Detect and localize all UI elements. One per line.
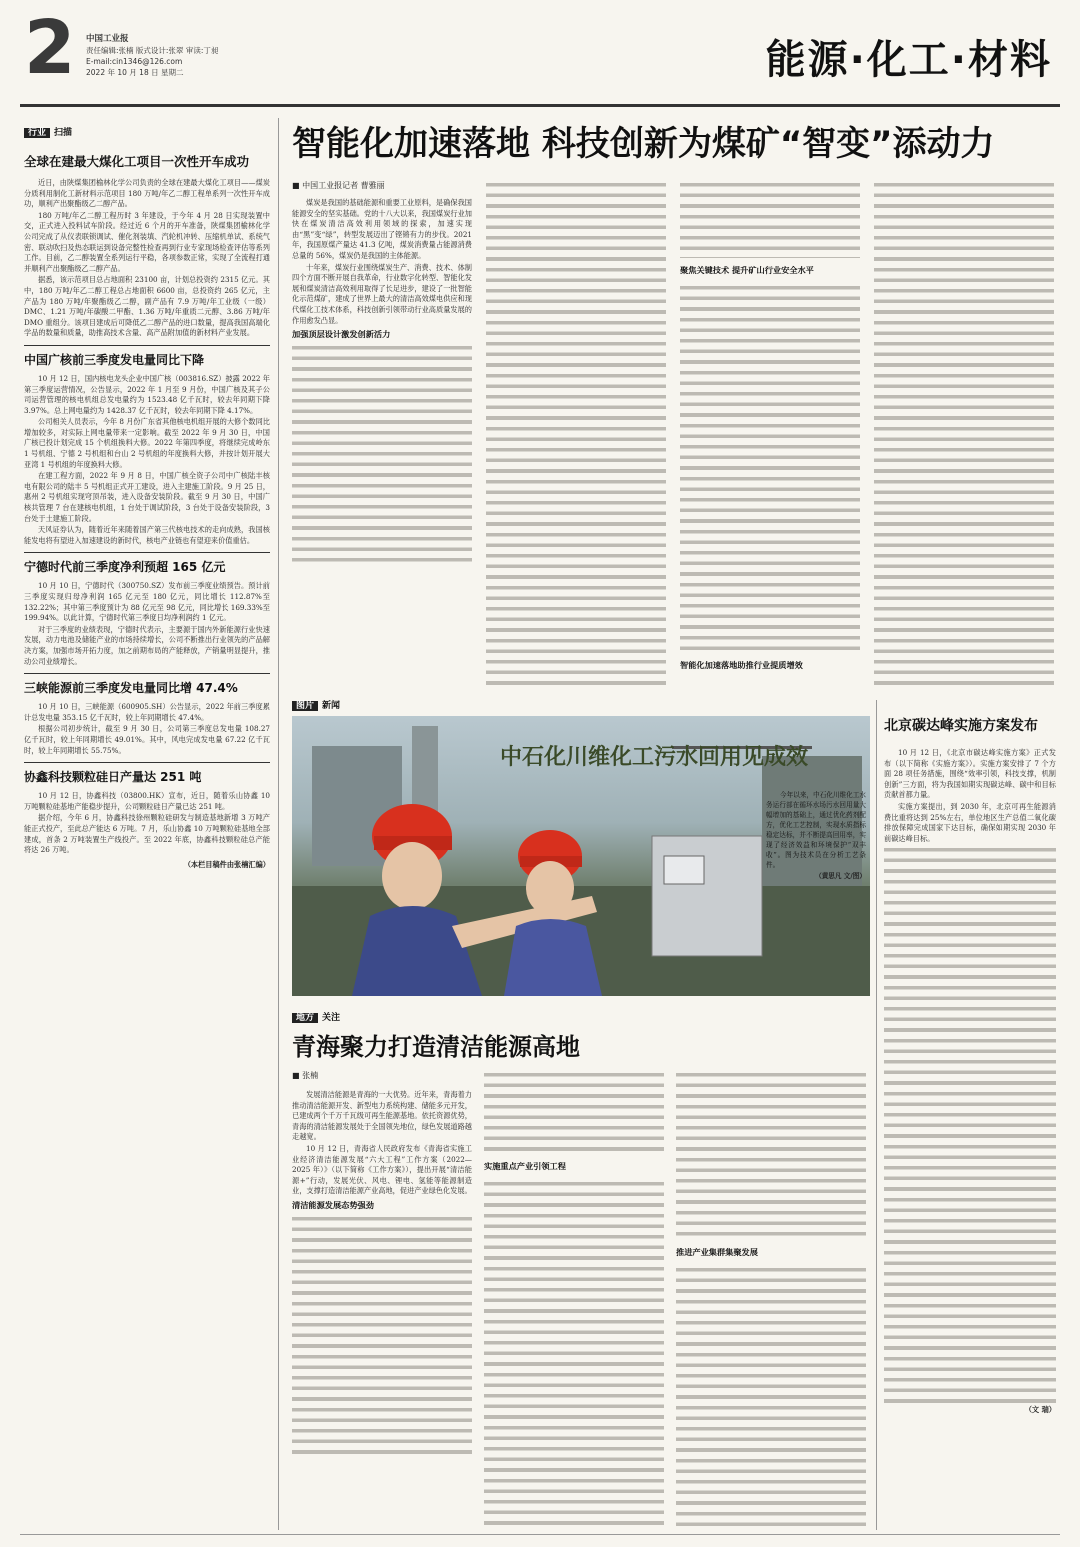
photo-caption — [766, 790, 866, 881]
article-headline: 协鑫科技颗粒硅日产量达 251 吨 — [24, 770, 202, 785]
paragraph: 根据公司初步统计，截至 9 月 30 日，公司第三季度总发电量 108.27 亿千瓦时，较上年同期增长 49.01%。其中，风电完成发电量 67.22 亿千瓦时，较上年同期增长 55.75%。 — [24, 724, 270, 755]
column-divider — [876, 700, 877, 1530]
paragraph: 据悉，该示范项目总占地面积 23100 亩，计划总投资约 2315 亿元。其中，180 万吨/年乙二醇工程总占地面积 6600 亩，总投资约 265 亿元，主产品为 180 万吨/年聚酯级乙二醇，副产品有 7.9 万吨/年工业级（一级）DMC、1.21 万吨/年碳酸二甲酯、1.36 万吨/年重质二元醇、3.86 万吨/年 DMO 重组分。该项目建成后可降低乙二醇产品的进口数量，提高我国高端化学品的数量和质量，助推高技术含量、高产品附加值的新材料产业发展。 — [24, 275, 270, 338]
paragraph: 180 万吨/年乙二醇工程历时 3 年建设，于今年 4 月 28 日实现装置中交，正式进入投料试车阶段。经过近 6 个月的开车准备，陕煤集团榆林化学公司完成了从仪表联锁调试、催化剂装填、汽轮机冲转、压缩机单试、系统气密、联动吹扫及热态联运到设备完整性检查再到行业专家现场检查评估等系列工作。目前，乙二醇装置全系列运行平稳，各项参数正常，实现了全流程打通并顺利产出聚酯级乙二醇产品。 — [24, 210, 270, 273]
paper-name: 中国工业报 — [86, 34, 129, 44]
regional-section-tag: 地方 关注 — [292, 1012, 344, 1025]
bottom-rule — [20, 1534, 1060, 1535]
article — [24, 680, 270, 756]
paragraph: 实施方案提出，到 2030 年，北京可再生能源消费比重将达到 25%左右，单位地区生产总值二氧化碳排放保障完成国家下达目标，确保如期实现 2030 年前碳达峰目标。 — [884, 801, 1056, 843]
photo-section-tag: 图片 新闻 — [292, 700, 344, 713]
photo-credit: （黄思凡 文/图） — [815, 872, 866, 880]
subhead: 智能化加速落地助推行业提质增效 — [680, 660, 803, 670]
section-tag: 行业 扫描 — [24, 127, 76, 140]
section-title: 能源·化工·材料 — [765, 37, 1052, 83]
divider — [24, 552, 270, 553]
paragraph: 天风证券认为，随着近年来随着国产第三代核电技术的走向成熟，我国核能发电将有望进入加速建设的新时代，核电产业链也有望迎来价值重估。 — [24, 525, 270, 545]
paragraph: 煤炭是我国的基础能源和重要工业原料，是确保我国能源安全的坚实基础。党的十八大以来，我国煤炭行业加快在煤炭清洁高效利用领域的探索，加速实现由“黑”变“绿”，转型发展迈出了铿锵有力的步伐。2021 年，我国原煤产量达 41.3 亿吨，煤炭消费量占能源消费总量的 56%，煤炭仍是我国的主体能源。 — [292, 198, 472, 260]
main-headline: 智能化加速落地 科技创新为煤矿“智变”添动力 — [292, 124, 995, 164]
article — [24, 352, 270, 547]
main-col-2 — [486, 180, 666, 688]
article-headline: 全球在建最大煤化工项目一次性开车成功 — [24, 154, 250, 169]
paragraph: 10 月 12 日，青海省人民政府发布《青海省实施工业经济清洁能源发展“六大工程”工作方案（2022—2025 年）》（以下简称《工作方案》），提出开展“清洁能源+”行动，发展光伏、风电、锂电、氢能等能源制造业，支撑打造清洁能源产业高地，促进产业绿色化发展。 — [292, 1143, 472, 1196]
paragraph: 在建工程方面，2022 年 9 月 8 日，中国广核全资子公司中广核陆丰核电有限公司的陆丰 5 号机组正式开工建设，进入主建施工阶段。9 月 25 日，惠州 2 号机组实现穹顶吊装，进入设备安装阶段。截至 9 月 30 日，中国广核共管理 7 台在建核电机组，1 台处于调试阶段，3 台处于设备安装阶段，3 台处于土建施工阶段。 — [24, 471, 270, 523]
main-byline: ■ 中国工业报记者 曹雅丽 — [292, 181, 385, 190]
regional-byline: ■ 张楠 — [292, 1071, 319, 1080]
paragraph: 对于三季度的业绩表现，宁德时代表示，主要源于国内外新能源行业快速发展，动力电池及储能产业的市场持续增长，公司不断推出行业领先的产品解决方案，加强市场开拓力度，加之前期布局的产能释放，产销量明显提升，推动公司业绩增长。 — [24, 624, 270, 666]
paragraph: 10 月 12 日，《北京市碳达峰实施方案》正式发布（以下简称《实施方案》）。实施方案安排了 7 个方面 28 项任务措施，围绕“效率引领，科技支撑，机制创新”三方面，将为我国如期实现碳达峰、碳中和目标贡献首都力量。 — [884, 748, 1056, 800]
regional-headline: 青海聚力打造清洁能源高地 — [292, 1033, 580, 1061]
regional-col-1 — [292, 1090, 472, 1530]
paragraph: 10 月 12 日，国内核电龙头企业中国广核（003816.SZ）披露 2022 年第三季度运营情况，公告显示，2022 年 1 月至 9 月份，中国广核及其子公司运营管理的核电机组总发电量约为 1523.48 亿千瓦时，较去年同期下降 3.97%。总上网电量约为 1428.37 亿千瓦时，较去年同期下降 4.17%。 — [24, 373, 270, 415]
main-col-4 — [874, 180, 1054, 688]
article-headline: 宁德时代前三季度净利预超 165 亿元 — [24, 560, 226, 575]
paragraph: 十年来，煤炭行业围绕煤炭生产、消费、技术、体制四个方面不断开展自我革命，行业数字化转型、智能化发展和煤炭清洁高效利用取得了长足进步，建设了一批智能化示范煤矿，建成了世界上最大的清洁高效煤电供应和现代煤化工技术体系，科技创新引领带动行业高质量发展的作用愈发凸显。 — [292, 262, 472, 325]
source-note: （本栏目稿件由张楠汇编） — [183, 859, 270, 869]
caption-text: 今年以来，中石化川维化工水务运行部在循环水场污水回用量大幅增加的基础上，通过优化药剂配方，优化工艺控制，实现水质指标稳定达标，并不断提高回用率，实现了经济效益和环境保护“双丰收”。图为技术员在分析工艺条件。 — [766, 791, 866, 869]
paragraph: 10 月 10 日，宁德时代（300750.SZ）发布前三季度业绩预告。预计前三季度实现归母净利润 165 亿元至 180 亿元，同比增长 112.87%至 132.22%；其中第三季度预计为 88 亿元至 98 亿元，同比增长 169.33%至 199.94%。以此计算，宁德时代第三季度日均净利润约 1 亿元。 — [24, 581, 270, 623]
divider — [24, 762, 270, 763]
subhead: 推进产业集群集聚发展 — [676, 1247, 758, 1257]
subhead: 实施重点产业引领工程 — [484, 1161, 566, 1171]
article — [24, 769, 270, 856]
subhead: 聚焦关键技术 提升矿山行业安全水平 — [680, 265, 814, 275]
masthead-rule — [20, 104, 1060, 107]
filler-text — [292, 343, 472, 563]
paragraph: 近日，由陕煤集团榆林化学公司负责的全球在建最大煤化工项目——煤炭分质利用制化工新材料示范项目 180 万吨/年乙二醇工程单系列一次性开车成功，顺利产出聚酯级乙二醇产品。 — [24, 178, 270, 209]
paragraph: 发展清洁能源是青海的一大优势。近年来，青海着力推动清洁能源开发、新型电力系统构建、储能多元开发，已建成两个千万千瓦级可再生能源基地。依托资源优势，青海的清洁能源发展处于全国领先地位，绿色发展道路越走越宽。 — [292, 1090, 472, 1142]
beijing-article — [884, 712, 1056, 1530]
paragraph: 据介绍，今年 6 月，协鑫科技徐州颗粒硅研发与制造基地新增 3 万吨产能正式投产，至此总产能达 6 万吨。7 月，乐山协鑫 10 万吨颗粒硅基地全部建成，首条 2 万吨装置生产线投产。至 2022 年底，协鑫科技颗粒硅总产能将达 26 万吨。 — [24, 813, 270, 855]
paragraph: 10 月 10 日，三峡能源（600905.SH）公告显示，2022 年前三季度累计总发电量 353.15 亿千瓦时，较上年同期增长 47.4%。 — [24, 702, 270, 722]
photo-headline: 中石化川维化工污水回用见成效 — [500, 745, 809, 770]
editors-line: 责任编辑:张楠 版式设计:张翠 审读:丁昶 — [86, 46, 219, 55]
paragraph: 10 月 12 日，协鑫科技（03800.HK）宣布，近日，随着乐山协鑫 10 万吨颗粒硅基地产能稳步提升，公司颗粒硅日产量已达 251 吨。 — [24, 791, 270, 811]
regional-col-3 — [676, 1070, 866, 1530]
masthead — [0, 0, 1080, 110]
divider — [24, 345, 270, 346]
regional-col-2 — [484, 1070, 664, 1530]
industry-scan-column — [24, 120, 270, 1530]
date-line: 2022 年 10 月 18 日 星期二 — [86, 68, 184, 77]
email-line: E-mail:cin1346@126.com — [86, 57, 183, 66]
divider — [24, 673, 270, 674]
article — [24, 154, 270, 339]
signature: （文 瑞） — [1024, 1405, 1056, 1415]
column-divider — [278, 118, 279, 1530]
article-headline: 三峡能源前三季度发电量同比增 47.4% — [24, 681, 238, 696]
article-headline: 北京碳达峰实施方案发布 — [884, 718, 1038, 734]
subhead: 加强顶层设计激发创新活力 — [292, 329, 391, 340]
subhead: 清洁能源发展态势强劲 — [292, 1199, 374, 1210]
main-col-1 — [292, 198, 472, 688]
paragraph: 公司相关人员表示，今年 8 月份广东省其他核电机组开展的大修个数同比增加较多，对实际上网电量带来一定影响。截至 2022 年 9 月 30 日，中国广核已投计划完成 15 个机组换料大修。2022 年第四季度，将继续完成岭东 1 号机组、宁德 2 号机组和台山 2 号机组的年度换料大修，并按计划开展大亚湾 1 号机组的年度换料大修。 — [24, 417, 270, 469]
main-col-3 — [680, 180, 860, 688]
page-number: 2 — [24, 5, 76, 91]
article-headline: 中国广核前三季度发电量同比下降 — [24, 352, 205, 367]
article — [24, 559, 270, 667]
